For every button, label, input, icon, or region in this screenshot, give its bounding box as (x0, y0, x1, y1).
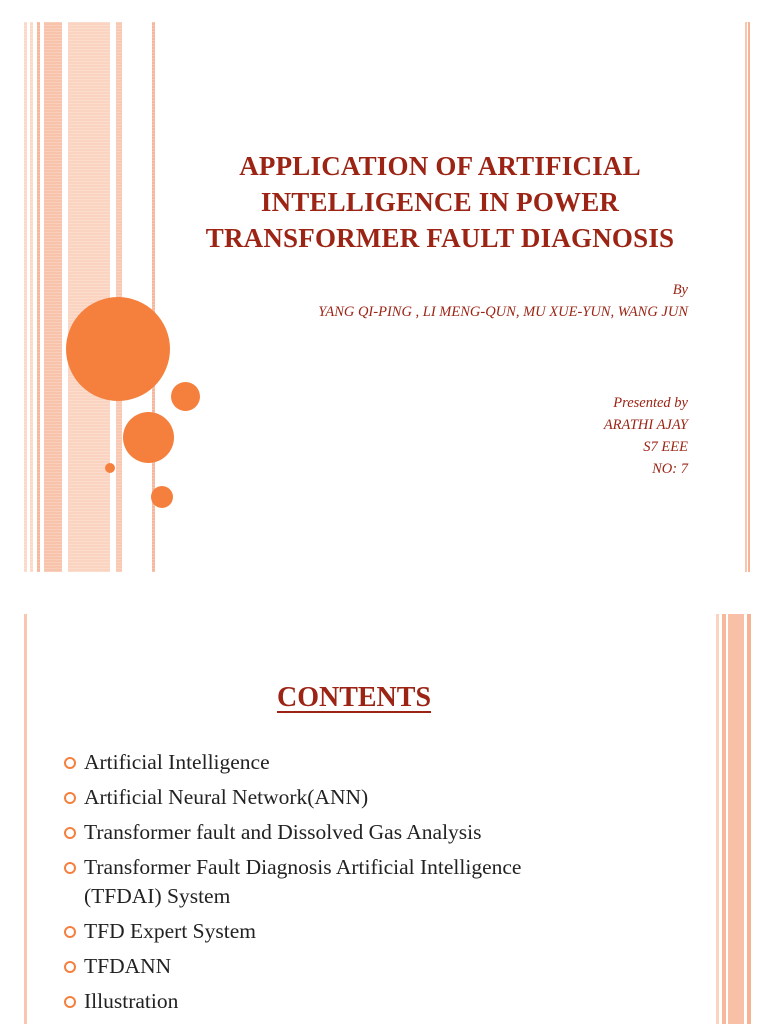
list-item-text: Transformer Fault Diagnosis Artificial Intelligence (TFDAI) System (84, 855, 522, 908)
circle-bullet-icon (64, 996, 76, 1008)
list-item (64, 748, 704, 777)
list-item (64, 783, 704, 812)
title-line: INTELLIGENCE IN POWER (260, 187, 620, 217)
circle-bullet-icon (64, 862, 76, 874)
list-item (64, 853, 604, 911)
circle-bullet-icon (64, 827, 76, 839)
list-item (64, 987, 704, 1016)
list-item-text: TFD Expert System (84, 919, 256, 943)
list-item-text: Transformer fault and Dissolved Gas Analysis (84, 820, 482, 844)
list-item-text: Artificial Intelligence (84, 750, 270, 774)
decorative-stripe-right (745, 22, 750, 572)
decorative-stripes-left (24, 22, 156, 572)
list-item-text: Illustration (84, 989, 179, 1013)
circle-bullet-icon (64, 792, 76, 804)
list-item-text: Artificial Neural Network(ANN) (84, 785, 369, 809)
decorative-circle-small (171, 382, 200, 411)
presenter-class: S7 EEE (643, 439, 688, 455)
slide-title (160, 148, 720, 256)
presenter-number: NO: 7 (652, 461, 688, 477)
circle-bullet-icon (64, 757, 76, 769)
decorative-circle-large (66, 297, 170, 401)
decorative-circle-medium (123, 412, 174, 463)
contents-slide (0, 614, 768, 1024)
list-item-text: TFDANN (84, 954, 172, 978)
list-item (64, 917, 704, 946)
contents-heading-text: CONTENTS (276, 682, 432, 713)
decorative-stripes-right (716, 614, 752, 1024)
presented-by-label: Presented by (613, 395, 688, 411)
by-label: By (672, 282, 688, 298)
decorative-circle-tiny (105, 463, 115, 473)
contents-list (64, 748, 704, 1022)
list-item (64, 818, 704, 847)
list-item (64, 952, 704, 981)
decorative-stripe-left (24, 614, 27, 1024)
title-line: TRANSFORMER FAULT DIAGNOSIS (205, 223, 675, 253)
decorative-circle-small (151, 486, 173, 508)
title-line: APPLICATION OF ARTIFICIAL (239, 151, 641, 181)
contents-heading (0, 682, 708, 714)
presenter-name: ARATHI AJAY (603, 417, 688, 433)
circle-bullet-icon (64, 926, 76, 938)
circle-bullet-icon (64, 961, 76, 973)
authors-text: YANG QI-PING , LI MENG-QUN, MU XUE-YUN, WANG JUN (318, 304, 688, 320)
